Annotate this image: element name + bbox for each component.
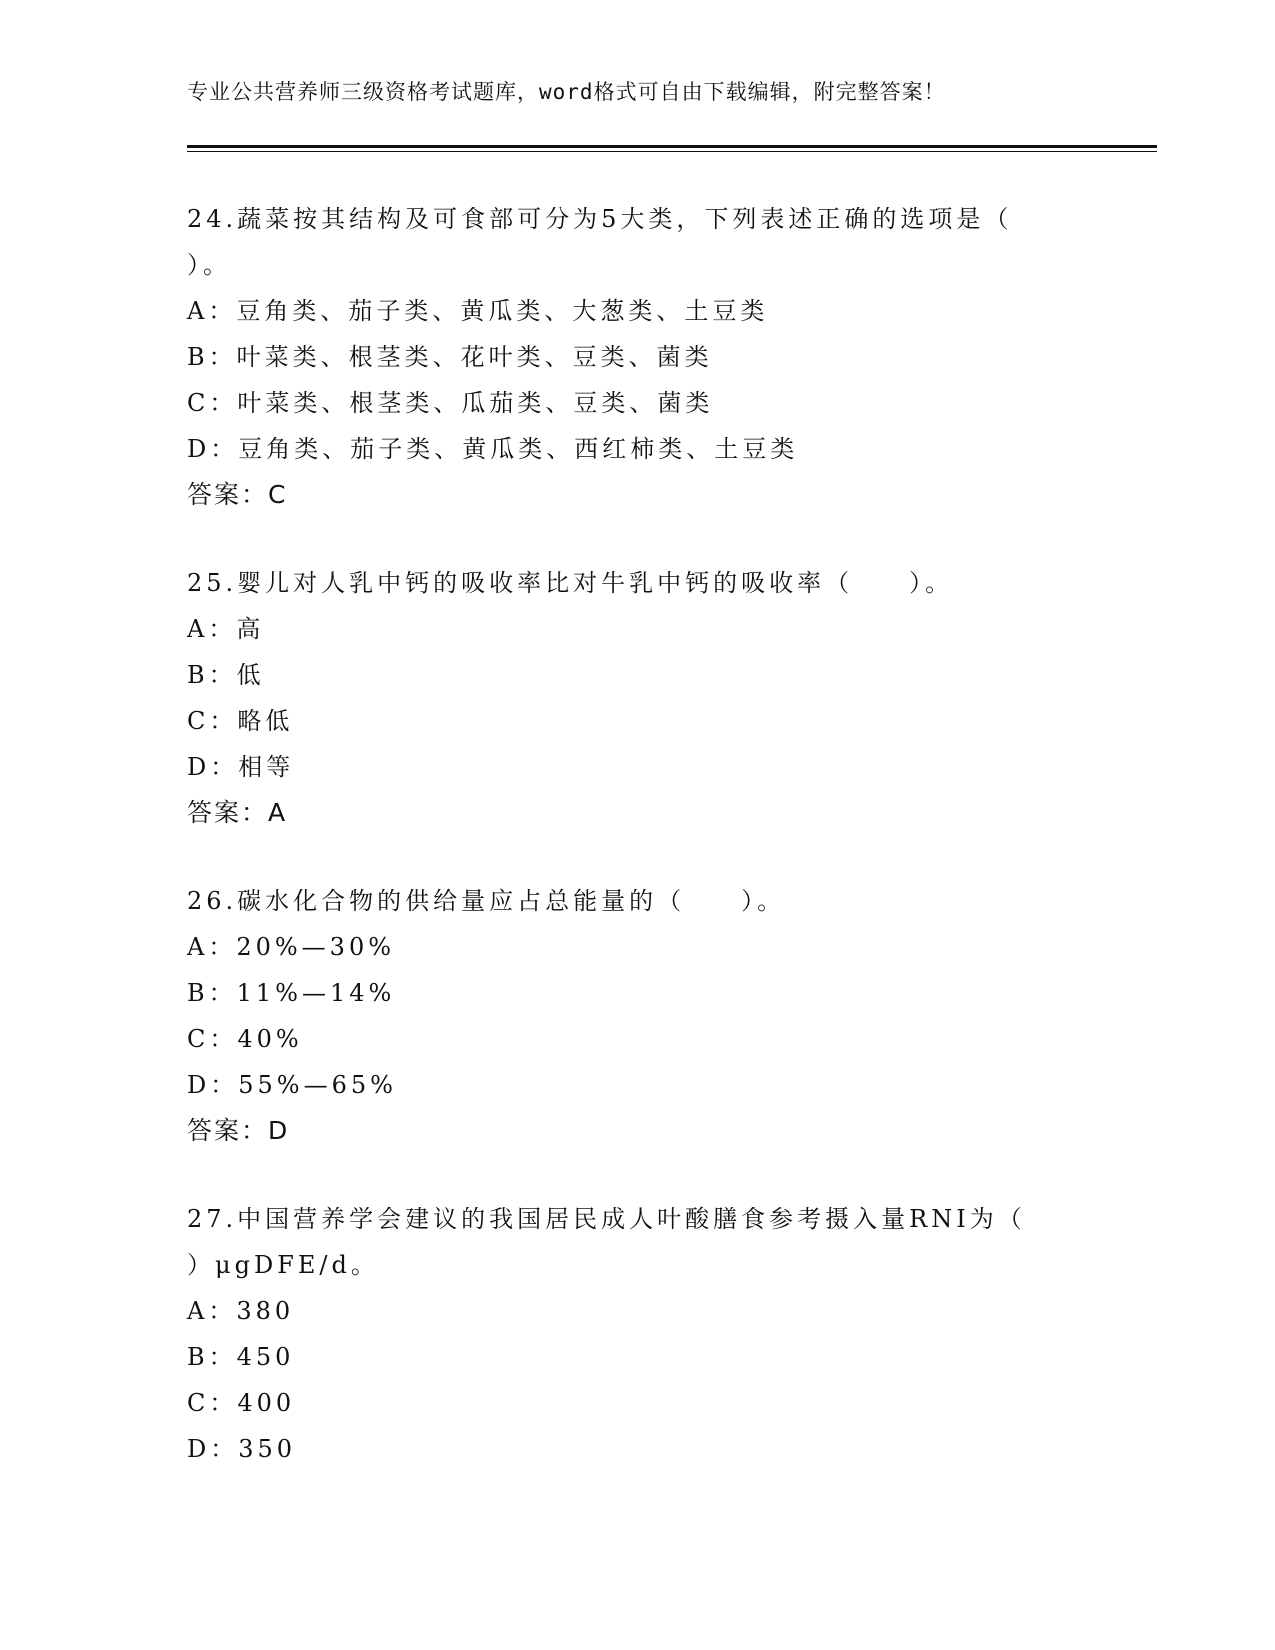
option-c: C：略低 — [187, 707, 294, 735]
option-c: C：40% — [187, 1025, 303, 1053]
header-divider-thin — [187, 151, 1157, 152]
option-b: B：450 — [187, 1343, 295, 1371]
header-divider — [187, 145, 1157, 148]
option-d: D：豆角类、茄子类、黄瓜类、西红柿类、土豆类 — [187, 435, 799, 463]
answer-label: 答案：D — [187, 1116, 290, 1145]
option-a: A：380 — [187, 1297, 295, 1325]
question-26 — [187, 878, 1047, 1154]
option-d: D：相等 — [187, 753, 295, 781]
option-d: D：350 — [187, 1435, 297, 1463]
question-stem: 25.婴儿对人乳中钙的吸收率比对牛乳中钙的吸收率（ ）。 — [187, 569, 954, 597]
option-c: C：叶菜类、根茎类、瓜茄类、豆类、菌类 — [187, 389, 714, 417]
question-stem: 26.碳水化合物的供给量应占总能量的（ ）。 — [187, 887, 786, 915]
option-a: A：20%—30% — [187, 933, 396, 961]
answer-label: 答案：C — [187, 480, 288, 509]
option-b: B：11%—14% — [187, 979, 396, 1007]
question-27 — [187, 1196, 1047, 1472]
option-a: A：豆角类、茄子类、黄瓜类、大葱类、土豆类 — [187, 297, 769, 325]
question-24 — [187, 196, 1047, 518]
option-b: B：叶菜类、根茎类、花叶类、豆类、菌类 — [187, 343, 713, 371]
header-title: 专业公共营养师三级资格考试题库，word格式可自由下载编辑，附完整答案！ — [187, 80, 946, 104]
option-a: A：高 — [187, 615, 265, 643]
answer-label: 答案：A — [187, 798, 288, 827]
question-25 — [187, 560, 1047, 836]
option-d: D：55%—65% — [187, 1071, 397, 1099]
option-c: C：400 — [187, 1389, 296, 1417]
question-stem: 27.中国营养学会建议的我国居民成人叶酸膳食参考摄入量RNI为（ ）μgDFE/d。 — [187, 1205, 1026, 1279]
option-b: B：低 — [187, 661, 265, 689]
question-stem: 24.蔬菜按其结构及可食部可分为5大类，下列表述正确的选项是（ ）。 — [187, 205, 1013, 279]
